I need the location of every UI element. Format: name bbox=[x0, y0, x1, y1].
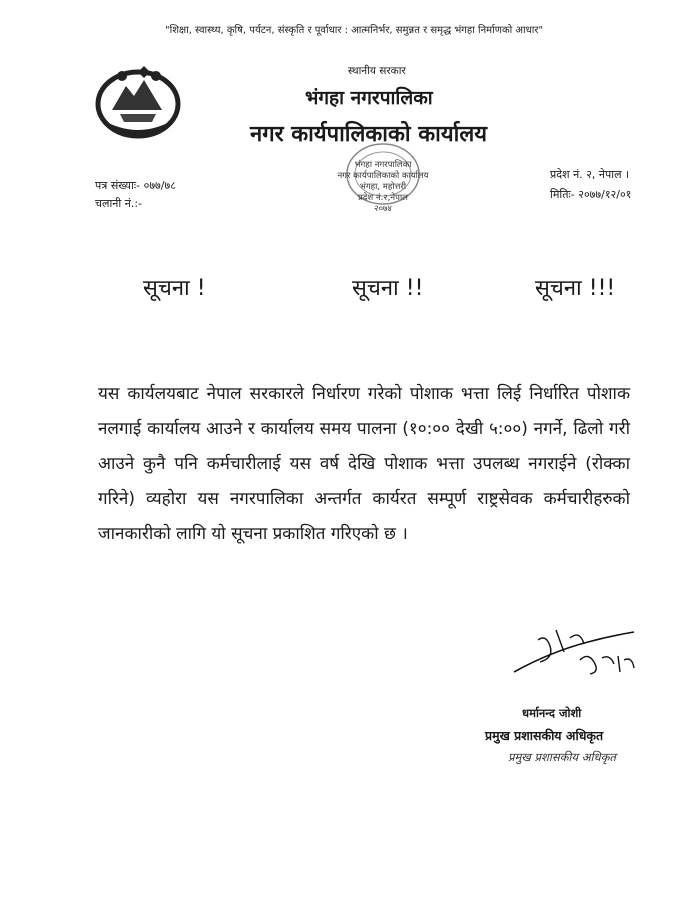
seal-line: प्रदेश नं.२,नेपाल bbox=[358, 193, 408, 203]
letter-number: पत्र संख्याः- ०७७/७८ bbox=[95, 179, 176, 192]
seal-line: भंगहा नगरपालिका bbox=[354, 160, 412, 170]
signer-designation: प्रमुख प्रशासकीय अधिकृत bbox=[485, 728, 604, 743]
municipality-name: भंगहा नगरपालिका bbox=[305, 87, 433, 109]
header-motto: "शिक्षा, स्वास्थ्य, कृषि, पर्यटन, संस्कृति र पूर्वाधार : आत्मनिर्भर, समुन्नत र समृद्ध भंगहा निर्माणको आधार" bbox=[165, 25, 544, 36]
local-government-label: स्थानीय सरकार bbox=[348, 65, 406, 77]
seal-text bbox=[328, 160, 438, 215]
office-name: नगर कार्यपालिकाको कार्यालय bbox=[250, 122, 487, 147]
notice-title-2: सूचना !! bbox=[352, 276, 424, 301]
seal-line: नगर कार्यपालिकाको कार्यालय bbox=[337, 171, 429, 181]
signer-name: धर्मानन्द जोशी bbox=[522, 706, 582, 720]
designation-stamp: प्रमुख प्रशासकीय अधिकृत bbox=[508, 750, 616, 764]
handwritten-signature bbox=[510, 612, 640, 690]
notice-title-1: सूचना ! bbox=[143, 276, 206, 301]
province-label: प्रदेश नं. २, नेपाल । bbox=[550, 168, 630, 181]
notice-title-3: सूचना !!! bbox=[535, 276, 616, 301]
nepal-government-emblem bbox=[92, 62, 184, 140]
dispatch-number: चलानी नं.:- bbox=[95, 197, 143, 210]
date-label: मितिः- २०७७/१२/०१ bbox=[550, 188, 632, 201]
seal-line: २०७४ bbox=[374, 204, 392, 214]
seal-line: भंगहा, महोत्तरी bbox=[359, 182, 407, 192]
notice-body: यस कार्यलयबाट नेपाल सरकारले निर्धारण गरेको पोशाक भत्ता लिई निर्धारित पोशाक नलगाई कार्यालय आउने र कार्यालय समय पालना (१०:०० देखी ५:००) नगर्ने, ढिलो गरी आउने कुनै पनि कर्मचारीलाई यस वर्ष देखि पोशाक भत्ता उपलब्ध नगराईने (रोक्का गरिने) व्यहोरा यस नगरपालिका अन्तर्गत कार्यरत सम्पूर्ण राष्ट्रसेवक कर्मचारीहरुको जानकारीको लागि यो सूचना प्रकाशित गरिएको छ । bbox=[98, 384, 630, 544]
